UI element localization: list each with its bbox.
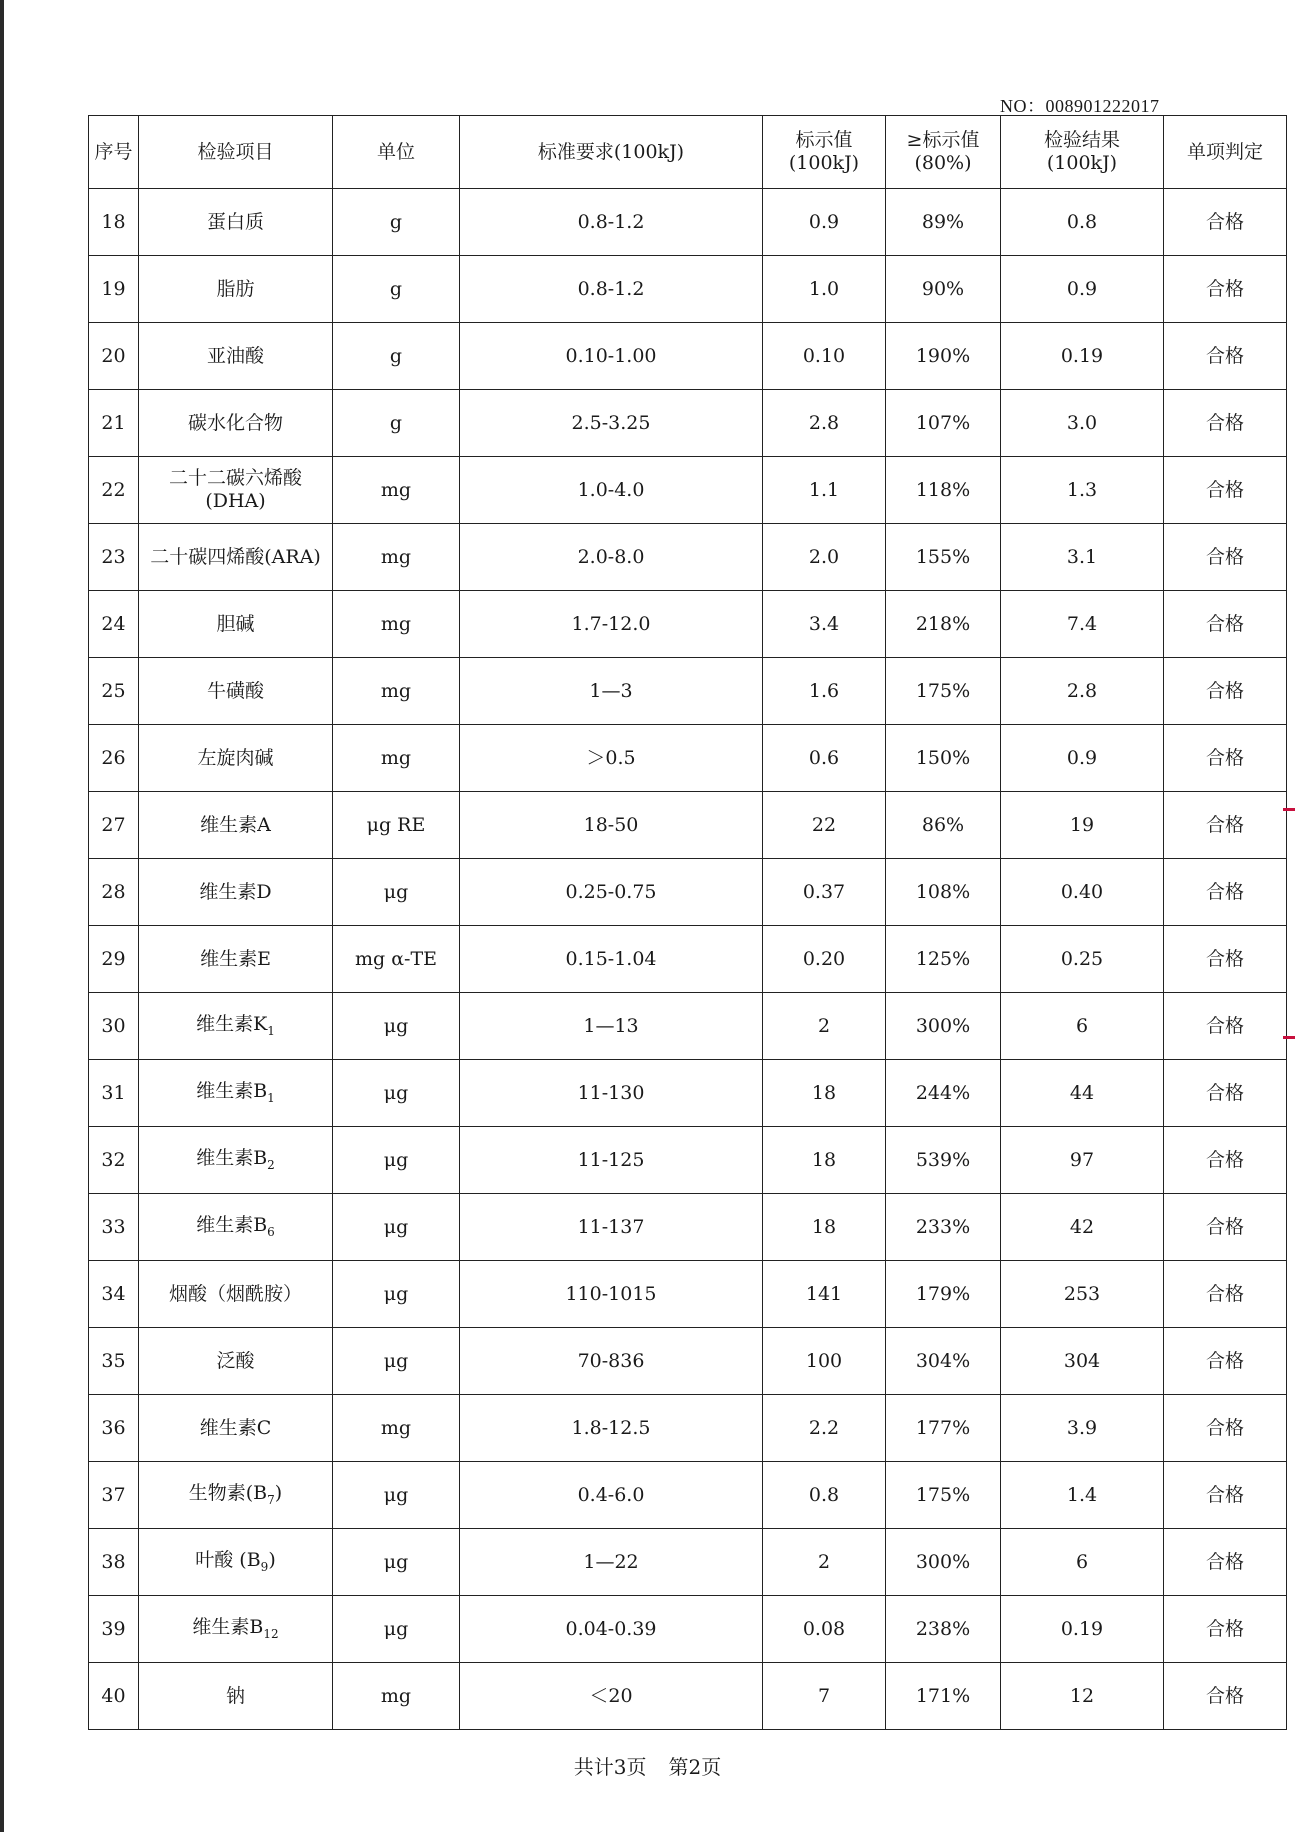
cell-unit: mg bbox=[333, 658, 460, 725]
cell-item bbox=[139, 524, 333, 591]
cell-item bbox=[139, 725, 333, 792]
current-page: 第2页 bbox=[668, 1755, 722, 1779]
table-row bbox=[89, 1596, 1287, 1663]
cell-labeled-value: 7 bbox=[763, 1663, 886, 1730]
cell-verdict: 合格 bbox=[1164, 993, 1287, 1060]
cell-labeled-value: 2.0 bbox=[763, 524, 886, 591]
item-suffix: (DHA) bbox=[205, 490, 266, 512]
item-name: 维生素B bbox=[196, 1214, 268, 1237]
cell-unit: μg RE bbox=[333, 792, 460, 859]
cell-standard: 1.7-12.0 bbox=[460, 591, 763, 658]
cell-no: 19 bbox=[89, 256, 139, 323]
item-subscript: 6 bbox=[267, 1225, 275, 1240]
cell-labeled-value: 0.37 bbox=[763, 859, 886, 926]
item-name: 维生素B bbox=[196, 1147, 268, 1170]
cell-percent: 300% bbox=[886, 993, 1001, 1060]
cell-item bbox=[139, 390, 333, 457]
cell-labeled-value: 0.10 bbox=[763, 323, 886, 390]
cell-result: 44 bbox=[1001, 1060, 1164, 1127]
item-subscript: 1 bbox=[267, 1091, 275, 1106]
cell-no: 32 bbox=[89, 1127, 139, 1194]
cell-standard: 1—22 bbox=[460, 1529, 763, 1596]
cell-item bbox=[139, 926, 333, 993]
cell-result: 1.4 bbox=[1001, 1462, 1164, 1529]
cell-no: 33 bbox=[89, 1194, 139, 1261]
cell-verdict: 合格 bbox=[1164, 1194, 1287, 1261]
item-name: 二十二碳六烯酸 bbox=[168, 467, 302, 490]
cell-labeled-value: 2.2 bbox=[763, 1395, 886, 1462]
cell-standard: 1.0-4.0 bbox=[460, 457, 763, 524]
column-header-verdict: 单项判定 bbox=[1164, 116, 1287, 189]
page-footer bbox=[0, 1751, 1295, 1780]
cell-percent: 125% bbox=[886, 926, 1001, 993]
cell-verdict: 合格 bbox=[1164, 1328, 1287, 1395]
cell-percent: 107% bbox=[886, 390, 1001, 457]
cell-item bbox=[139, 859, 333, 926]
column-header-result: 检验结果 (100kJ) bbox=[1001, 116, 1164, 189]
item-name: 维生素B bbox=[196, 1080, 268, 1103]
cell-verdict: 合格 bbox=[1164, 1596, 1287, 1663]
item-name: 碳水化合物 bbox=[187, 411, 283, 434]
cell-result: 3.0 bbox=[1001, 390, 1164, 457]
cell-labeled-value: 2.8 bbox=[763, 390, 886, 457]
cell-result: 253 bbox=[1001, 1261, 1164, 1328]
cell-no: 35 bbox=[89, 1328, 139, 1395]
table-row bbox=[89, 390, 1287, 457]
cell-percent: 89% bbox=[886, 189, 1001, 256]
cell-percent: 304% bbox=[886, 1328, 1001, 1395]
cell-item bbox=[139, 1127, 333, 1194]
cell-verdict: 合格 bbox=[1164, 792, 1287, 859]
cell-unit: μg bbox=[333, 1529, 460, 1596]
table-row bbox=[89, 1127, 1287, 1194]
cell-unit: μg bbox=[333, 859, 460, 926]
cell-item bbox=[139, 1328, 333, 1395]
cell-result: 1.3 bbox=[1001, 457, 1164, 524]
cell-labeled-value: 18 bbox=[763, 1127, 886, 1194]
cell-standard: 0.4-6.0 bbox=[460, 1462, 763, 1529]
table-row bbox=[89, 524, 1287, 591]
red-margin-mark bbox=[1283, 808, 1295, 811]
table-row bbox=[89, 256, 1287, 323]
cell-labeled-value: 1.6 bbox=[763, 658, 886, 725]
item-name: 维生素E bbox=[200, 947, 271, 970]
cell-labeled-value: 1.1 bbox=[763, 457, 886, 524]
cell-result: 6 bbox=[1001, 993, 1164, 1060]
cell-result: 12 bbox=[1001, 1663, 1164, 1730]
item-name: 维生素A bbox=[200, 813, 271, 836]
cell-item bbox=[139, 1529, 333, 1596]
table-row bbox=[89, 1395, 1287, 1462]
cell-result: 19 bbox=[1001, 792, 1164, 859]
table-row bbox=[89, 1462, 1287, 1529]
table-body bbox=[89, 189, 1287, 1730]
cell-labeled-value: 0.6 bbox=[763, 725, 886, 792]
cell-percent: 238% bbox=[886, 1596, 1001, 1663]
table-row bbox=[89, 1194, 1287, 1261]
cell-verdict: 合格 bbox=[1164, 1127, 1287, 1194]
cell-standard: 1.8-12.5 bbox=[460, 1395, 763, 1462]
item-name: 维生素B bbox=[192, 1616, 264, 1639]
cell-standard: 0.04-0.39 bbox=[460, 1596, 763, 1663]
cell-labeled-value: 0.20 bbox=[763, 926, 886, 993]
column-header-unit: 单位 bbox=[333, 116, 460, 189]
cell-standard: 110-1015 bbox=[460, 1261, 763, 1328]
cell-percent: 108% bbox=[886, 859, 1001, 926]
item-name: 胆碱 bbox=[216, 612, 255, 635]
cell-result: 0.9 bbox=[1001, 256, 1164, 323]
cell-labeled-value: 18 bbox=[763, 1060, 886, 1127]
cell-item bbox=[139, 1663, 333, 1730]
item-subscript: 2 bbox=[267, 1158, 275, 1173]
cell-percent: 86% bbox=[886, 792, 1001, 859]
item-name: 维生素C bbox=[199, 1416, 272, 1439]
column-header-percent-of-label: ≥标示值 (80%) bbox=[886, 116, 1001, 189]
item-name: 泛酸 bbox=[216, 1349, 255, 1372]
cell-standard: 11-130 bbox=[460, 1060, 763, 1127]
cell-verdict: 合格 bbox=[1164, 189, 1287, 256]
item-subscript: 9 bbox=[260, 1560, 269, 1575]
item-name: 生物素(B bbox=[188, 1482, 268, 1505]
cell-verdict: 合格 bbox=[1164, 323, 1287, 390]
cell-unit: mg bbox=[333, 1395, 460, 1462]
cell-unit: μg bbox=[333, 1261, 460, 1328]
table-row bbox=[89, 189, 1287, 256]
cell-no: 25 bbox=[89, 658, 139, 725]
page-edge-shadow bbox=[0, 0, 4, 1832]
cell-verdict: 合格 bbox=[1164, 859, 1287, 926]
cell-unit: mg bbox=[333, 1663, 460, 1730]
cell-item bbox=[139, 658, 333, 725]
cell-result: 7.4 bbox=[1001, 591, 1164, 658]
table-row bbox=[89, 859, 1287, 926]
cell-percent: 177% bbox=[886, 1395, 1001, 1462]
cell-standard: 70-836 bbox=[460, 1328, 763, 1395]
cell-labeled-value: 100 bbox=[763, 1328, 886, 1395]
cell-item bbox=[139, 189, 333, 256]
cell-item bbox=[139, 1596, 333, 1663]
red-margin-mark bbox=[1283, 1036, 1295, 1039]
cell-no: 36 bbox=[89, 1395, 139, 1462]
cell-verdict: 合格 bbox=[1164, 457, 1287, 524]
cell-percent: 539% bbox=[886, 1127, 1001, 1194]
table-row bbox=[89, 1060, 1287, 1127]
cell-verdict: 合格 bbox=[1164, 1663, 1287, 1730]
cell-result: 0.19 bbox=[1001, 323, 1164, 390]
item-name: 叶酸 (B bbox=[195, 1549, 261, 1572]
cell-item bbox=[139, 1194, 333, 1261]
item-name: 二十碳四烯酸(ARA) bbox=[150, 545, 321, 568]
cell-no: 18 bbox=[89, 189, 139, 256]
table-row bbox=[89, 323, 1287, 390]
cell-item bbox=[139, 323, 333, 390]
item-subscript: 12 bbox=[263, 1627, 279, 1642]
cell-verdict: 合格 bbox=[1164, 256, 1287, 323]
cell-unit: g bbox=[333, 390, 460, 457]
cell-verdict: 合格 bbox=[1164, 1529, 1287, 1596]
cell-unit: g bbox=[333, 189, 460, 256]
column-header-no: 序号 bbox=[89, 116, 139, 189]
item-name: 蛋白质 bbox=[206, 210, 264, 233]
table-row bbox=[89, 725, 1287, 792]
cell-labeled-value: 2 bbox=[763, 1529, 886, 1596]
item-suffix: ) bbox=[274, 1482, 283, 1505]
cell-standard: 2.0-8.0 bbox=[460, 524, 763, 591]
cell-item bbox=[139, 457, 333, 524]
cell-standard: 0.25-0.75 bbox=[460, 859, 763, 926]
cell-standard: 11-137 bbox=[460, 1194, 763, 1261]
table-row bbox=[89, 792, 1287, 859]
cell-result: 3.9 bbox=[1001, 1395, 1164, 1462]
cell-item bbox=[139, 792, 333, 859]
cell-item bbox=[139, 1395, 333, 1462]
cell-labeled-value: 1.0 bbox=[763, 256, 886, 323]
cell-unit: g bbox=[333, 256, 460, 323]
cell-percent: 90% bbox=[886, 256, 1001, 323]
cell-result: 6 bbox=[1001, 1529, 1164, 1596]
cell-unit: mg α-TE bbox=[333, 926, 460, 993]
cell-unit: μg bbox=[333, 1596, 460, 1663]
cell-unit: μg bbox=[333, 1328, 460, 1395]
cell-unit: g bbox=[333, 323, 460, 390]
cell-result: 0.40 bbox=[1001, 859, 1164, 926]
cell-labeled-value: 2 bbox=[763, 993, 886, 1060]
cell-percent: 150% bbox=[886, 725, 1001, 792]
cell-verdict: 合格 bbox=[1164, 524, 1287, 591]
cell-no: 38 bbox=[89, 1529, 139, 1596]
cell-no: 31 bbox=[89, 1060, 139, 1127]
cell-no: 40 bbox=[89, 1663, 139, 1730]
table-row bbox=[89, 926, 1287, 993]
cell-unit: μg bbox=[333, 993, 460, 1060]
report-number: NO：008901222017 bbox=[1000, 96, 1160, 116]
column-header-item: 检验项目 bbox=[139, 116, 333, 189]
cell-percent: 175% bbox=[886, 658, 1001, 725]
cell-percent: 155% bbox=[886, 524, 1001, 591]
cell-unit: μg bbox=[333, 1194, 460, 1261]
table-row bbox=[89, 591, 1287, 658]
item-name: 脂肪 bbox=[216, 277, 255, 300]
cell-standard: 1—13 bbox=[460, 993, 763, 1060]
cell-unit: mg bbox=[333, 457, 460, 524]
cell-result: 304 bbox=[1001, 1328, 1164, 1395]
cell-standard: ＞0.5 bbox=[460, 725, 763, 792]
cell-standard: 1—3 bbox=[460, 658, 763, 725]
cell-percent: 218% bbox=[886, 591, 1001, 658]
table-row bbox=[89, 457, 1287, 524]
cell-verdict: 合格 bbox=[1164, 725, 1287, 792]
table-row bbox=[89, 658, 1287, 725]
cell-result: 0.9 bbox=[1001, 725, 1164, 792]
cell-unit: mg bbox=[333, 725, 460, 792]
cell-percent: 171% bbox=[886, 1663, 1001, 1730]
cell-result: 3.1 bbox=[1001, 524, 1164, 591]
cell-standard: 0.8-1.2 bbox=[460, 256, 763, 323]
cell-percent: 118% bbox=[886, 457, 1001, 524]
table-row bbox=[89, 1529, 1287, 1596]
cell-percent: 175% bbox=[886, 1462, 1001, 1529]
cell-no: 24 bbox=[89, 591, 139, 658]
cell-labeled-value: 0.9 bbox=[763, 189, 886, 256]
cell-percent: 244% bbox=[886, 1060, 1001, 1127]
cell-no: 28 bbox=[89, 859, 139, 926]
cell-item bbox=[139, 1462, 333, 1529]
table-row bbox=[89, 993, 1287, 1060]
cell-percent: 190% bbox=[886, 323, 1001, 390]
cell-labeled-value: 0.08 bbox=[763, 1596, 886, 1663]
cell-result: 97 bbox=[1001, 1127, 1164, 1194]
cell-result: 0.25 bbox=[1001, 926, 1164, 993]
cell-verdict: 合格 bbox=[1164, 390, 1287, 457]
cell-verdict: 合格 bbox=[1164, 1261, 1287, 1328]
cell-unit: μg bbox=[333, 1127, 460, 1194]
cell-no: 23 bbox=[89, 524, 139, 591]
cell-no: 34 bbox=[89, 1261, 139, 1328]
column-header-labeled-value: 标示值 (100kJ) bbox=[763, 116, 886, 189]
cell-no: 30 bbox=[89, 993, 139, 1060]
cell-no: 39 bbox=[89, 1596, 139, 1663]
cell-item bbox=[139, 1261, 333, 1328]
cell-labeled-value: 3.4 bbox=[763, 591, 886, 658]
cell-no: 26 bbox=[89, 725, 139, 792]
cell-no: 27 bbox=[89, 792, 139, 859]
cell-verdict: 合格 bbox=[1164, 926, 1287, 993]
table-row bbox=[89, 1328, 1287, 1395]
cell-standard: 0.15-1.04 bbox=[460, 926, 763, 993]
cell-unit: mg bbox=[333, 524, 460, 591]
item-name: 亚油酸 bbox=[206, 344, 264, 367]
item-name: 维生素K bbox=[196, 1013, 268, 1036]
cell-verdict: 合格 bbox=[1164, 591, 1287, 658]
item-name: 维生素D bbox=[199, 880, 272, 903]
item-subscript: 1 bbox=[267, 1024, 275, 1039]
cell-result: 0.8 bbox=[1001, 189, 1164, 256]
item-subscript: 7 bbox=[267, 1493, 275, 1508]
cell-labeled-value: 22 bbox=[763, 792, 886, 859]
table-header-row bbox=[89, 116, 1287, 189]
cell-item bbox=[139, 256, 333, 323]
cell-no: 20 bbox=[89, 323, 139, 390]
item-name: 牛磺酸 bbox=[206, 679, 264, 702]
cell-item bbox=[139, 591, 333, 658]
cell-standard: 0.8-1.2 bbox=[460, 189, 763, 256]
cell-labeled-value: 18 bbox=[763, 1194, 886, 1261]
total-pages: 共计3页 bbox=[573, 1755, 647, 1779]
item-name: 钠 bbox=[225, 1684, 245, 1707]
cell-item bbox=[139, 1060, 333, 1127]
inspection-results-table bbox=[88, 115, 1287, 1730]
cell-result: 42 bbox=[1001, 1194, 1164, 1261]
cell-no: 21 bbox=[89, 390, 139, 457]
cell-unit: mg bbox=[333, 591, 460, 658]
cell-standard: 18-50 bbox=[460, 792, 763, 859]
cell-verdict: 合格 bbox=[1164, 1060, 1287, 1127]
cell-verdict: 合格 bbox=[1164, 658, 1287, 725]
column-header-standard: 标准要求(100kJ) bbox=[460, 116, 763, 189]
cell-no: 37 bbox=[89, 1462, 139, 1529]
table-row bbox=[89, 1261, 1287, 1328]
cell-standard: 11-125 bbox=[460, 1127, 763, 1194]
cell-percent: 179% bbox=[886, 1261, 1001, 1328]
cell-labeled-value: 141 bbox=[763, 1261, 886, 1328]
cell-unit: μg bbox=[333, 1462, 460, 1529]
cell-no: 22 bbox=[89, 457, 139, 524]
cell-verdict: 合格 bbox=[1164, 1395, 1287, 1462]
item-name: 烟酸（烟酰胺） bbox=[168, 1282, 302, 1305]
table-row bbox=[89, 1663, 1287, 1730]
cell-standard: 0.10-1.00 bbox=[460, 323, 763, 390]
cell-item bbox=[139, 993, 333, 1060]
cell-standard: ＜20 bbox=[460, 1663, 763, 1730]
cell-result: 0.19 bbox=[1001, 1596, 1164, 1663]
cell-labeled-value: 0.8 bbox=[763, 1462, 886, 1529]
cell-standard: 2.5-3.25 bbox=[460, 390, 763, 457]
cell-percent: 300% bbox=[886, 1529, 1001, 1596]
cell-result: 2.8 bbox=[1001, 658, 1164, 725]
cell-unit: μg bbox=[333, 1060, 460, 1127]
cell-no: 29 bbox=[89, 926, 139, 993]
cell-percent: 233% bbox=[886, 1194, 1001, 1261]
item-suffix: ) bbox=[268, 1549, 276, 1572]
item-name: 左旋肉碱 bbox=[197, 746, 274, 769]
cell-verdict: 合格 bbox=[1164, 1462, 1287, 1529]
